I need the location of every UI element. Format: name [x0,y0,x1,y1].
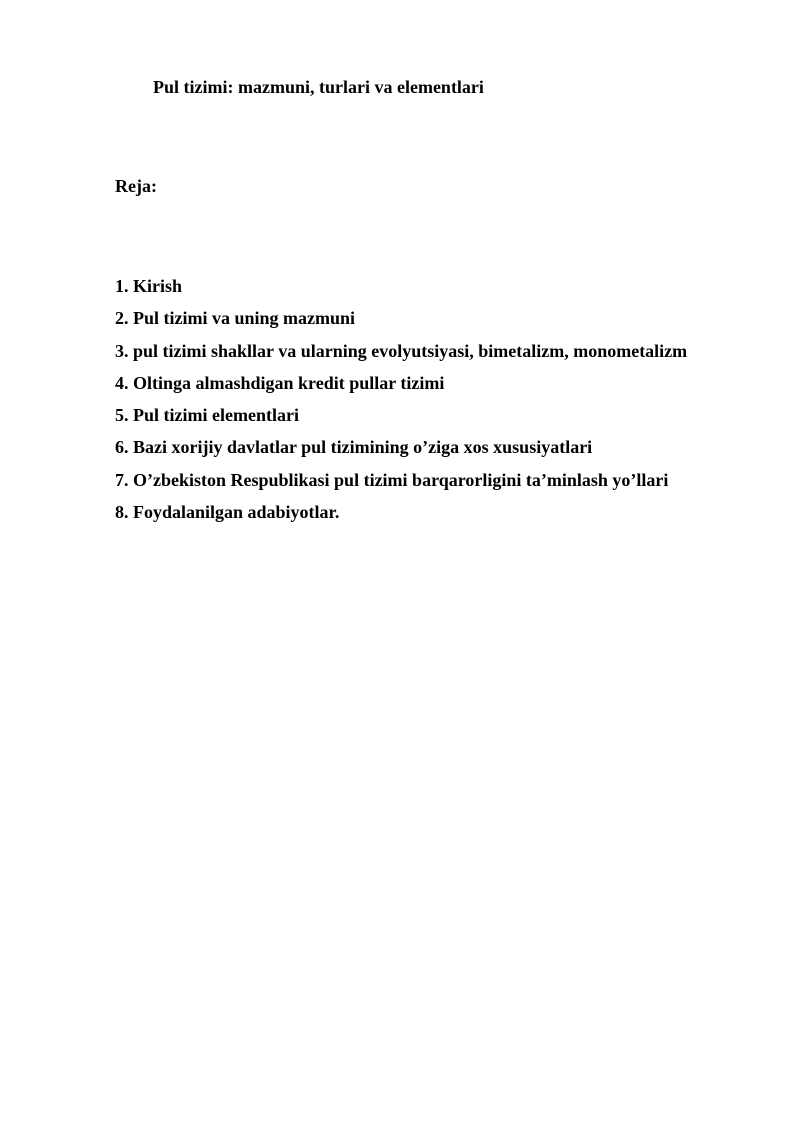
plan-item-3: 3. pul tizimi shakllar va ularning evolyutsiyasi, bimetalizm, monometalizm [115,340,688,361]
plan-item-6: 6. Bazi xorijiy davlatlar pul tizimining o’ziga xos xususiyatlari [115,437,593,458]
plan-item-5: 5. Pul tizimi elementlari [115,405,299,426]
plan-list [115,270,687,528]
plan-item-2: 2. Pul tizimi va uning mazmuni [115,308,356,329]
plan-item-1: 1. Kirish [115,276,183,296]
plan-item-7: 7. O’zbekiston Respublikasi pul tizimi barqarorligini ta’minlash yo’llari [115,469,669,490]
plan-item-4: 4. Oltinga almashdigan kredit pullar tizimi [115,372,445,393]
document-title: Pul tizimi: mazmuni, turlari va elementlari [153,77,484,97]
plan-heading: Reja: [115,176,157,196]
plan-item-8: 8. Foydalanilgan adabiyotlar. [115,502,340,523]
